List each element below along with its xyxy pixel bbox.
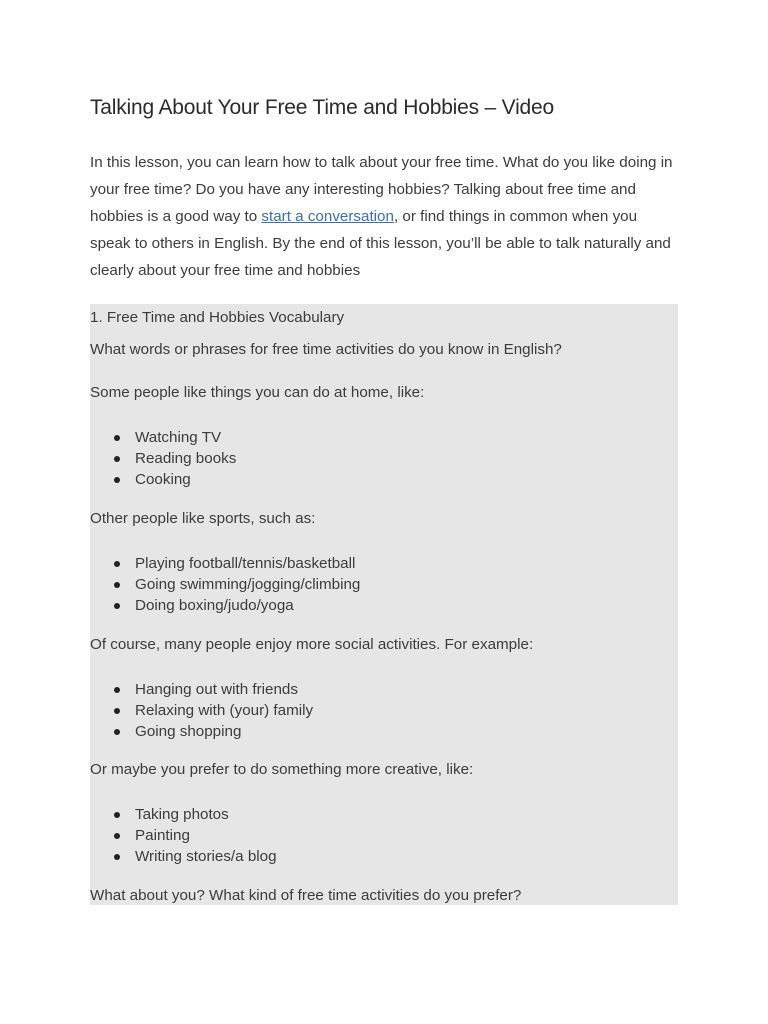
- bullet-icon: [114, 833, 120, 839]
- bullet-icon: [114, 687, 120, 693]
- bullet-icon: [114, 603, 120, 609]
- list-item-text: Writing stories/a blog: [135, 848, 277, 866]
- list-item: [90, 574, 360, 595]
- bullet-icon: [114, 435, 120, 441]
- list-item-text: Going shopping: [135, 723, 242, 741]
- list-item-text: Going swimming/jogging/climbing: [135, 576, 361, 594]
- list-item-text: Watching TV: [135, 429, 222, 446]
- intro-text-after-link: , or find things in common when you speak to others in English. By the end of this lesson, you’ll be able to talk naturally and clearly about your free time and hobbies: [90, 208, 671, 279]
- group-lead-social: Of course, many people enjoy more social activities. For example:: [90, 636, 534, 653]
- list-item-text: Cooking: [135, 471, 191, 489]
- list-item-text: Doing boxing/judo/yoga: [135, 597, 294, 615]
- list-home-activities: [90, 427, 236, 491]
- section-heading: 1. Free Time and Hobbies Vocabulary: [90, 309, 345, 326]
- bullet-icon: [114, 456, 120, 462]
- list-item-text: Reading books: [135, 450, 237, 468]
- bullet-icon: [114, 854, 120, 860]
- intro-text-before-link: In this lesson, you can learn how to talk about your free time. What do you like doing in your free time? Do you have any interesting hobbies? Talking about free time and hobbies is a good way to: [90, 154, 673, 225]
- list-item: [90, 553, 360, 574]
- start-conversation-link[interactable]: start a conversation: [261, 208, 394, 225]
- page-title: Talking About Your Free Time and Hobbies – Video: [90, 96, 554, 119]
- bullet-icon: [114, 582, 120, 588]
- list-item-text: Hanging out with friends: [135, 681, 298, 698]
- bullet-icon: [114, 812, 120, 818]
- list-creative-activities: [90, 804, 277, 868]
- group-lead-sports: Other people like sports, such as:: [90, 510, 316, 527]
- list-item: [90, 679, 313, 700]
- intro-paragraph: [90, 149, 680, 284]
- list-item: [90, 469, 236, 490]
- list-item: [90, 825, 277, 846]
- closing-question: What about you? What kind of free time activities do you prefer?: [90, 887, 522, 904]
- list-item: [90, 700, 313, 721]
- list-item-text: Relaxing with (your) family: [135, 702, 314, 720]
- list-sports-activities: [90, 553, 360, 617]
- section-question: What words or phrases for free time activities do you know in English?: [90, 341, 562, 358]
- list-item: [90, 448, 236, 469]
- list-social-activities: [90, 679, 313, 743]
- list-item: [90, 721, 313, 742]
- group-lead-home: Some people like things you can do at home, like:: [90, 384, 425, 401]
- list-item-text: Taking photos: [135, 806, 229, 823]
- list-item: [90, 846, 277, 867]
- list-item-text: Playing football/tennis/basketball: [135, 555, 356, 572]
- list-item: [90, 427, 236, 448]
- bullet-icon: [114, 708, 120, 714]
- bullet-icon: [114, 477, 120, 483]
- bullet-icon: [114, 729, 120, 735]
- list-item-text: Painting: [135, 827, 190, 845]
- group-lead-creative: Or maybe you prefer to do something more creative, like:: [90, 761, 474, 778]
- bullet-icon: [114, 561, 120, 567]
- list-item: [90, 595, 360, 616]
- list-item: [90, 804, 277, 825]
